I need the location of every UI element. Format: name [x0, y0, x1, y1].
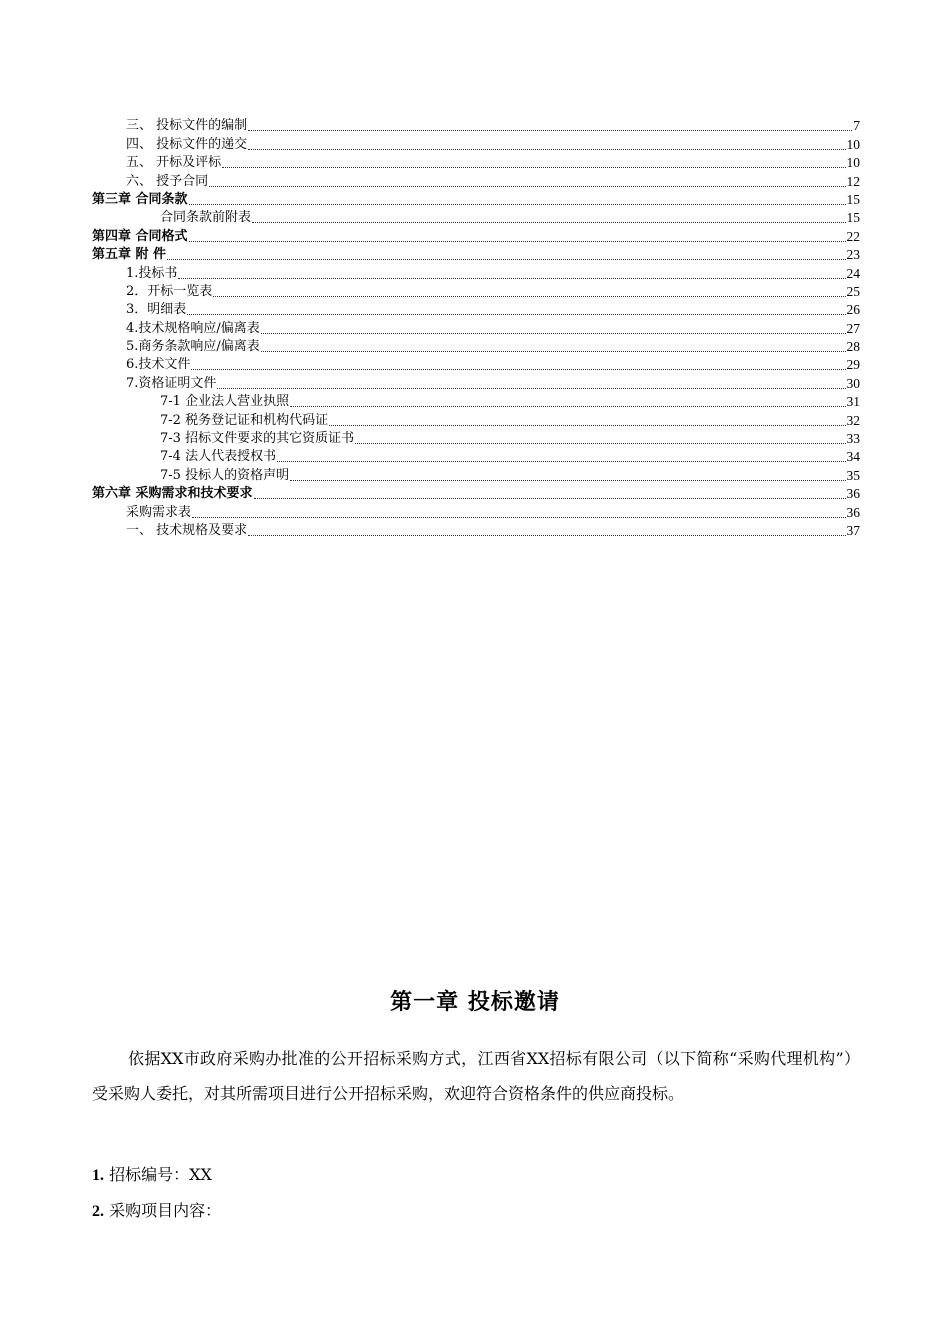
- toc-entry-label: 四、 投标文件的递交: [126, 136, 248, 152]
- toc-entry-page: 15: [846, 210, 860, 226]
- toc-entry-page: 32: [846, 412, 860, 428]
- toc-entry[interactable]: [92, 209, 860, 227]
- toc-entry-label: 合同条款前附表: [160, 210, 252, 226]
- toc-entry-label: 5.商务条款响应/偏离表: [126, 339, 260, 355]
- toc-entry[interactable]: [92, 448, 860, 466]
- toc-entry-label: 4.技术规格响应/偏离表: [126, 320, 260, 336]
- toc-leader-dots: [248, 535, 845, 536]
- toc-entry[interactable]: [92, 227, 860, 245]
- toc-entry-label: 7-5 投标人的资格声明: [160, 467, 290, 483]
- toc-entry-page: 12: [846, 173, 860, 189]
- toc-entry-label: 第五章 附 件: [92, 247, 167, 263]
- toc-entry-label: 7.资格证明文件: [126, 375, 217, 391]
- toc-leader-dots: [252, 222, 845, 223]
- toc-leader-dots: [261, 333, 846, 334]
- toc-leader-dots: [189, 241, 846, 242]
- toc-entry-page: 36: [846, 486, 860, 502]
- toc-leader-dots: [254, 498, 846, 499]
- toc-entry-page: 29: [846, 357, 860, 373]
- toc-leader-dots: [277, 461, 845, 462]
- toc-entry-label: 6.技术文件: [126, 357, 191, 373]
- toc-leader-dots: [191, 369, 845, 370]
- toc-entry-page: 25: [846, 283, 860, 299]
- toc-leader-dots: [178, 278, 845, 279]
- toc-leader-dots: [261, 351, 846, 352]
- toc-entry[interactable]: [92, 135, 860, 153]
- toc-entry[interactable]: [92, 117, 860, 135]
- toc-entry-page: 31: [846, 394, 860, 410]
- toc-entry-page: 34: [846, 449, 860, 465]
- toc-leader-dots: [355, 443, 845, 444]
- toc-leader-dots: [222, 167, 845, 168]
- toc-entry-label: 1.投标书: [126, 265, 178, 281]
- toc-entry[interactable]: [92, 356, 860, 374]
- toc-leader-dots: [187, 314, 845, 315]
- toc-entry[interactable]: [92, 319, 860, 337]
- invitation-paragraph: 依据XX市政府采购办批准的公开招标采购方式，江西省XX招标有限公司（以下简称“采购代理机构”）受采购人委托，对其所需项目进行公开招标采购，欢迎符合资格条件的供应商投标。: [92, 1049, 860, 1103]
- list-item-text: 招标编号：XX: [104, 1165, 212, 1184]
- toc-entry-page: 10: [846, 136, 860, 152]
- chapter-title: 第一章 投标邀请: [390, 989, 560, 1015]
- toc-entry[interactable]: [92, 503, 860, 521]
- toc-entry-page: 22: [846, 228, 860, 244]
- toc-entry-page: 37: [846, 522, 860, 538]
- toc-entry-page: 23: [846, 247, 860, 263]
- toc-entry-label: 7-3 招标文件要求的其它资质证书: [160, 431, 355, 447]
- toc-entry[interactable]: [92, 374, 860, 392]
- toc-entry[interactable]: [92, 522, 860, 540]
- toc-leader-dots: [248, 130, 852, 131]
- toc-entry-label: 三、 投标文件的编制: [126, 118, 248, 134]
- toc-entry[interactable]: [92, 393, 860, 411]
- toc-entry-label: 六、 授予合同: [126, 173, 209, 189]
- toc-entry-page: 26: [846, 302, 860, 318]
- toc-leader-dots: [290, 406, 845, 407]
- toc-entry-label: 一、 技术规格及要求: [126, 522, 248, 538]
- toc-entry[interactable]: [92, 154, 860, 172]
- toc-entry-label: 3．明细表: [126, 302, 187, 318]
- list-item-procurement-content: [92, 1193, 860, 1229]
- list-item-bid-number: [92, 1157, 860, 1193]
- toc-entry-page: 24: [846, 265, 860, 281]
- toc-entry[interactable]: [92, 485, 860, 503]
- toc-leader-dots: [290, 480, 845, 481]
- toc-leader-dots: [329, 425, 845, 426]
- toc-entry-page: 28: [846, 339, 860, 355]
- toc-entry-label: 第四章 合同格式: [92, 228, 188, 244]
- toc-entry[interactable]: [92, 246, 860, 264]
- toc-entry[interactable]: [92, 191, 860, 209]
- toc-entry[interactable]: [92, 283, 860, 301]
- toc-leader-dots: [213, 296, 845, 297]
- toc-entry-label: 采购需求表: [126, 504, 192, 520]
- toc-entry-page: 10: [846, 155, 860, 171]
- toc-entry-page: 15: [846, 191, 860, 207]
- list-item-text: 采购项目内容：: [104, 1201, 222, 1220]
- toc-entry[interactable]: [92, 338, 860, 356]
- list-item-number: 2.: [92, 1203, 104, 1220]
- toc-entry-label: 7-4 法人代表授权书: [160, 449, 277, 465]
- toc-leader-dots: [209, 186, 845, 187]
- toc-entry[interactable]: [92, 466, 860, 484]
- toc-entry-label: 第六章 采购需求和技术要求: [92, 486, 253, 502]
- toc-entry[interactable]: [92, 172, 860, 190]
- toc-leader-dots: [217, 388, 845, 389]
- toc-entry-label: 7-2 税务登记证和机构代码证: [160, 412, 329, 428]
- toc-entry-label: 2．开标一览表: [126, 283, 213, 299]
- list-item-number: 1.: [92, 1167, 104, 1184]
- toc-leader-dots: [167, 259, 845, 260]
- toc-leader-dots: [189, 204, 846, 205]
- toc-entry-page: 30: [846, 375, 860, 391]
- toc-leader-dots: [192, 517, 845, 518]
- toc-entry-label: 五、 开标及评标: [126, 155, 222, 171]
- toc-entry[interactable]: [92, 430, 860, 448]
- toc-entry-label: 第三章 合同条款: [92, 191, 188, 207]
- toc-entry-page: 35: [846, 467, 860, 483]
- toc-entry[interactable]: [92, 411, 860, 429]
- toc-entry-page: 27: [846, 320, 860, 336]
- table-of-contents: [92, 117, 860, 540]
- toc-entry-page: 36: [846, 504, 860, 520]
- toc-entry-label: 7-1 企业法人营业执照: [160, 394, 290, 410]
- toc-leader-dots: [248, 149, 845, 150]
- toc-entry[interactable]: [92, 301, 860, 319]
- toc-entry-page: 33: [846, 431, 860, 447]
- toc-entry[interactable]: [92, 264, 860, 282]
- toc-entry-page: 7: [853, 118, 860, 134]
